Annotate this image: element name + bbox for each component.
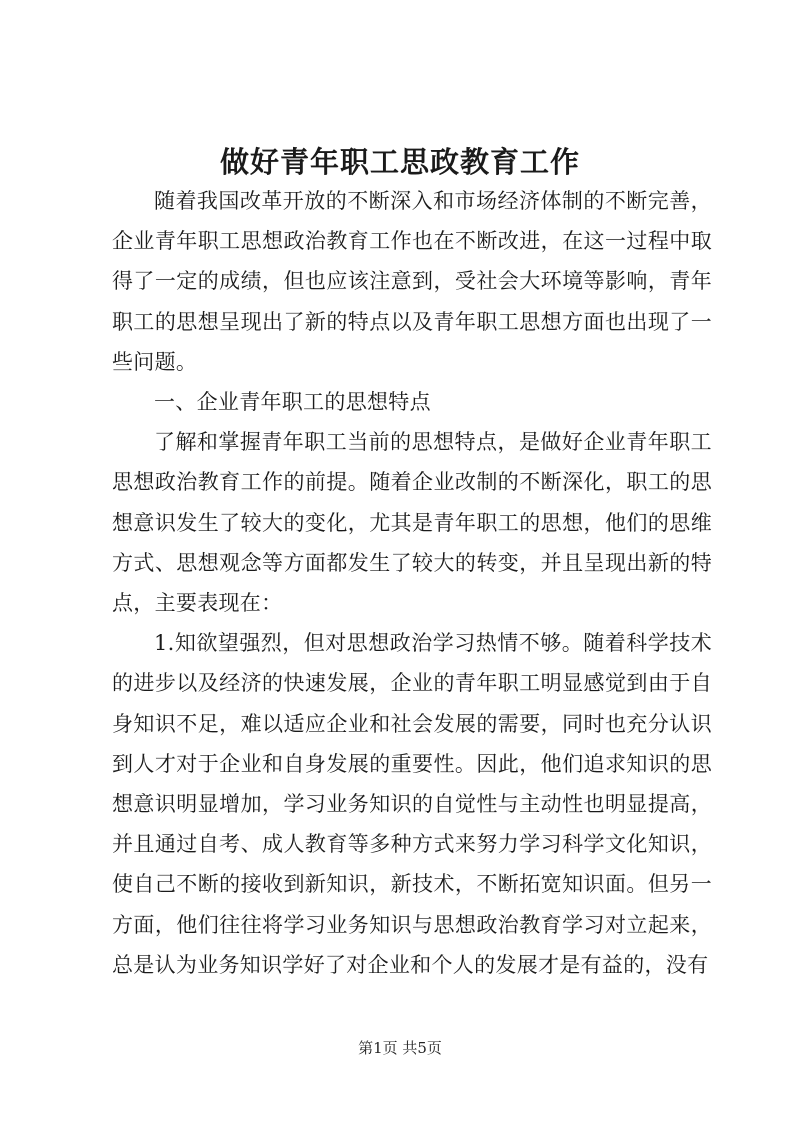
paragraph-point-1: 1.知欲望强烈，但对思想政治学习热情不够。随着科学技术的进步以及经济的快速发展，企业的青年职工明显感觉到由于自身知识不足，难以适应企业和社会发展的需要，同时也充分认识到人才对于企业和自身发展的重要性。因此，他们追求知识的思想意识明显增加，学习业务知识的自觉性与主动性也明显提高，并且通过自考、成人教育等多种方式来努力学习科学文化知识，使自己不断的接收到新知识，新技术，不断拓宽知识面。但另一方面，他们往往将学习业务知识与思想政治教育学习对立起来，总是认为业务知识学好了对企业和个人的发展才是有益的，没有: [112, 631, 712, 977]
paragraph-characteristics: 了解和掌握青年职工当前的思想特点，是做好企业青年职工思想政治教育工作的前提。随着企业改制的不断深化，职工的思想意识发生了较大的变化，尤其是青年职工的思想，他们的思维方式、思想观念等方面都发生了较大的转变，并且呈现出新的特点，主要表现在：: [112, 430, 712, 616]
document-body: [112, 181, 712, 985]
section-heading: 一、企业青年职工的思想特点: [154, 390, 431, 415]
page-footer: 第1页 共5页: [358, 1039, 442, 1057]
paragraph-intro: 随着我国改革开放的不断深入和市场经济体制的不断完善，企业青年职工思想政治教育工作也在不断改进，在这一过程中取得了一定的成绩，但也应该注意到，受社会大环境等影响，青年职工的思想呈现出了新的特点以及青年职工思想方面也出现了一些问题。: [112, 189, 712, 374]
document-title: 做好青年职工思政教育工作: [219, 145, 580, 179]
